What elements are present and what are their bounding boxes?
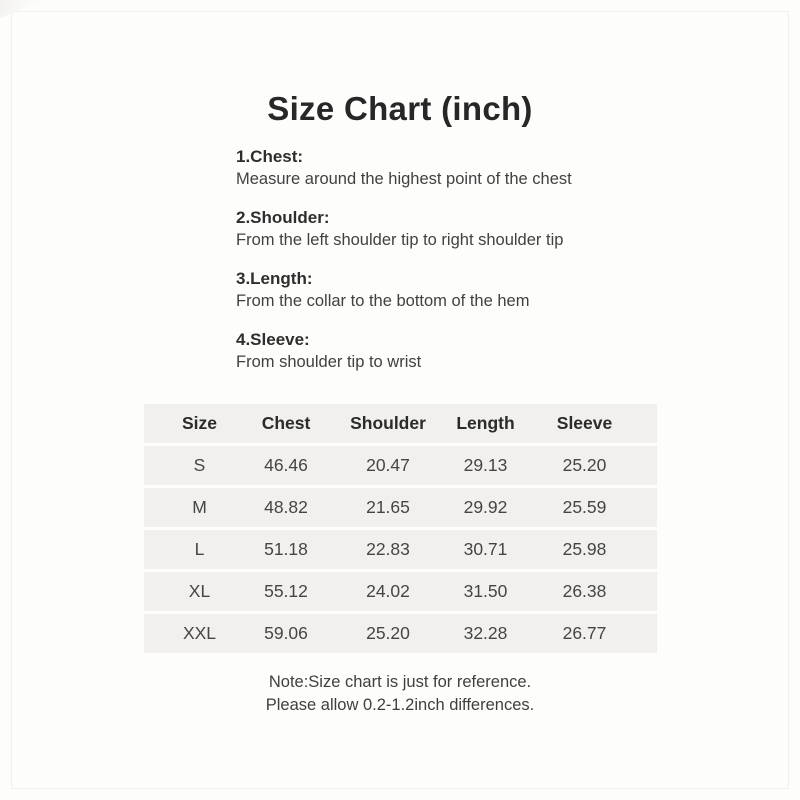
table-cell: XXL	[182, 623, 217, 643]
table-cell: 26.38	[562, 581, 607, 601]
torn-corner-decoration	[0, 0, 46, 18]
table-cell: 55.12	[264, 581, 308, 601]
table-cell: 25.20	[366, 623, 410, 643]
table-cell: 31.50	[463, 581, 508, 601]
table-row	[144, 572, 657, 611]
table-cell: 46.46	[264, 455, 308, 475]
table-row	[144, 488, 657, 527]
table-header-cell: Length	[456, 413, 515, 433]
table-cell: S	[193, 455, 206, 475]
size-table	[144, 404, 657, 656]
guide-item-label: 1.Chest:	[236, 147, 304, 166]
guide-item-description: From shoulder tip to wrist	[236, 353, 422, 371]
table-cell: 25.98	[562, 539, 607, 559]
table-cell: XL	[188, 581, 211, 601]
table-cell: M	[192, 497, 207, 517]
table-cell: 22.83	[366, 539, 410, 559]
table-cell: 20.47	[366, 455, 410, 475]
table-cell: 25.20	[562, 455, 607, 475]
table-cell: 29.92	[463, 497, 508, 517]
guide-item	[236, 146, 676, 190]
table-cell: 24.02	[366, 581, 410, 601]
table-header-cell: Size	[181, 413, 218, 433]
table-cell: 59.06	[264, 623, 308, 643]
table-row	[144, 446, 657, 485]
table-header-row	[144, 404, 657, 443]
guide-item	[236, 207, 676, 251]
guide-item-label: 2.Shoulder:	[236, 208, 330, 227]
table-header-cell: Shoulder	[350, 413, 426, 433]
table-row	[144, 614, 657, 653]
table-cell: 21.65	[366, 497, 410, 517]
table-cell: 30.71	[463, 539, 508, 559]
table-cell: 51.18	[264, 539, 308, 559]
measure-guide	[236, 146, 676, 390]
guide-item-label: 4.Sleeve:	[236, 330, 310, 349]
guide-item-label: 3.Length:	[236, 269, 313, 288]
table-row	[144, 530, 657, 569]
note-line-2: Please allow 0.2-1.2inch differences.	[265, 696, 535, 714]
guide-item-description: From the left shoulder tip to right shoulder tip	[236, 231, 564, 249]
guide-item	[236, 268, 676, 312]
guide-item-description: Measure around the highest point of the chest	[236, 170, 572, 188]
table-cell: 29.13	[463, 455, 508, 475]
table-cell: L	[194, 539, 205, 559]
table-cell: 32.28	[463, 623, 508, 643]
table-cell: 25.59	[562, 497, 607, 517]
reference-note	[0, 671, 800, 717]
guide-item-description: From the collar to the bottom of the hem	[236, 292, 530, 310]
table-cell: 26.77	[562, 623, 607, 643]
table-header-cell: Chest	[261, 413, 311, 433]
table-cell: 48.82	[264, 497, 308, 517]
note-line-1: Note:Size chart is just for reference.	[268, 673, 532, 691]
table-header-cell: Sleeve	[556, 413, 613, 433]
guide-item	[236, 329, 676, 373]
page-title: Size Chart (inch)	[267, 90, 533, 127]
